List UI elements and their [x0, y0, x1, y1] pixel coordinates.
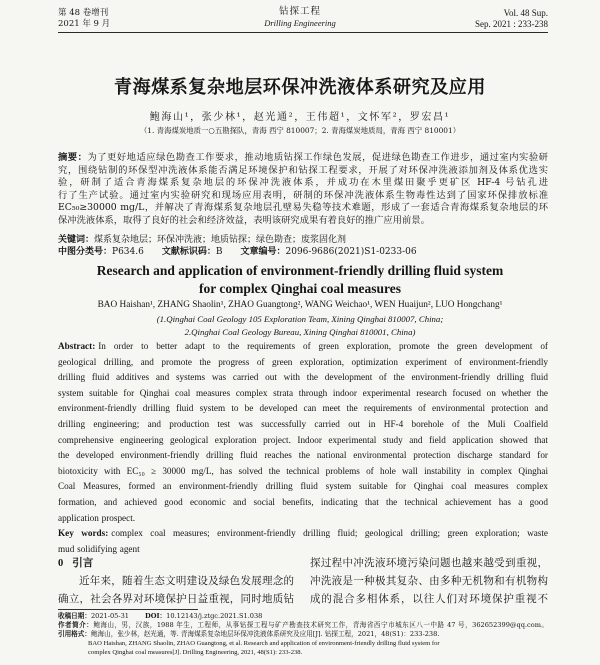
bio-label: 作者简介： — [58, 621, 94, 629]
citation-cn-line — [58, 630, 548, 639]
abstract-en-line: system suitable for Qinghai coal measures complex strata through indoor experimental research focused on whether the — [58, 387, 548, 398]
date-pages-en: Sep. 2021 : 233-238 — [475, 18, 548, 29]
abstract-cn-line: EC₅₀≥30000 mg/L，并解决了青海煤系复杂地层孔壁易失稳等技术难题，形成了一套适合青海煤系复杂地层的环 — [58, 202, 548, 213]
citation-en-line: complex Qinghai coal measures[J]. Drilling Engineering, 2021, 48(S1): 233-238. — [88, 649, 303, 656]
abstract-cn-text: 为了更好地适应绿色勘查工作要求，推动地质钻探工作绿色发展，促进绿色勘查工作进步，通过室内实验研 — [87, 152, 548, 163]
abstract-en-line: biotoxicity with EC₅₀ ≥ 30000 mg/L, has solved the technical problems of hole wall instability in complex Qinghai — [58, 465, 548, 476]
abstract-en-line: environment-friendly drilling fluid system to be developed can meet the requirements of environmental protection and — [58, 403, 548, 414]
body-left-line: 近年来，随着生态文明建设及绿色发展理念的 — [79, 575, 294, 587]
journal-name-en: Drilling Engineering — [264, 17, 336, 28]
keywords-en-label: Key words: — [58, 528, 109, 539]
keywords-en-line: mud solidifying agent — [58, 543, 140, 554]
affiliation-en-line: 2.Qinghai Coal Geology Bureau, Xining Qinghai 810001, China) — [184, 327, 416, 337]
affiliation-en-line: (1.Qinghai Coal Geology 105 Exploration Team, Xining Qinghai 810007, China; — [156, 314, 444, 324]
page-title-cn: 青海煤系复杂地层环保冲洗液体系研究及应用 — [114, 77, 486, 98]
abstract-en-line: formation, and achieved good economic and social benefits, indicating that the technical achievement has a good — [58, 497, 548, 507]
abstract-cn-line: 验，研制了适合青海煤系复杂地层的环保冲洗液体系，并成功在木里煤田聚乎更矿区 HF-4 号钻孔进 — [58, 177, 548, 188]
doc-code: B — [215, 247, 223, 257]
abstract-cn-line: 保冲洗液体系，取得了良好的社会和经济效益，表明该研究成果有着良好的推广应用前景。 — [58, 214, 430, 226]
abstract-en-label: Abstract: — [58, 341, 96, 351]
footnote-rule — [58, 609, 198, 610]
citation-en-line: BAO Haishan, ZHANG Shaolin, ZHAO Guangtong, et al. Research and application of environment-friendly drilling fluid system for — [88, 640, 440, 647]
section-title: 引言 — [72, 557, 94, 569]
clc-code: P634.6 — [112, 247, 144, 257]
title-en-line: Research and application of environment-friendly drilling fluid system — [96, 263, 504, 278]
header-right — [475, 8, 548, 29]
abstract-cn-line — [58, 152, 548, 165]
keywords-en-text: complex coal measures; environment-friendly drilling fluid; geological drilling; green exploration; waste — [111, 528, 548, 539]
volume-cn: 第 48 卷增刊 — [58, 8, 109, 18]
classification-line — [58, 246, 548, 259]
abstract-en-line: comprehensive engineering geological exploration project. Indoor experimental study and field application showed that — [58, 434, 548, 445]
body-left-line: 确立，社会各界对环境保护日益重视，同时地质钻 — [58, 593, 294, 605]
abstract-en-line: geological drilling, and promote the progress of green exploration, optimization experiment of environment-friendly — [58, 356, 548, 367]
received-label: 收稿日期： — [58, 612, 91, 620]
keywords-cn-label: 关键词： — [58, 234, 95, 245]
received-date: 2021-05-31 — [90, 612, 129, 620]
authors-cn: 鲍海山¹，张少林¹，赵光通²，王伟超¹，文怀军²，罗宏昌¹ — [149, 112, 451, 123]
abstract-cn-label: 摘要： — [58, 152, 88, 163]
header-rule — [58, 32, 548, 33]
doi-value: 10.12143/j.ztgc.2021.S1.038 — [166, 612, 263, 620]
header-left — [58, 8, 110, 29]
article-no: 2096-9686(2021)S1-0233-06 — [285, 247, 417, 257]
article-no-label: 文章编号： — [240, 247, 286, 257]
abstract-en-line: the developed environment-friendly drilling fluid reaches the national environmental protection discharge standard for — [58, 450, 548, 461]
cite-label: 引用格式： — [58, 630, 91, 638]
keywords-en-line — [58, 526, 548, 542]
abstract-en-line: application prospect. — [58, 512, 136, 523]
received-line — [58, 612, 548, 621]
authors-en: BAO Haishan¹, ZHANG Shaolin¹, ZHAO Guangtong², WANG Weichao¹, WEN Huaijun², LUO Hongchang¹ — [97, 300, 503, 310]
doi-label: DOI： — [145, 612, 167, 620]
bio-text: 鲍海山，男，汉族，1988 年生，工程师，从事钻探工程与矿产勘查技术研究工作，青海省西宁市城东区八一中路 47 号，362652399@qq.com。 — [93, 621, 549, 629]
cite-cn-text: 鲍海山，张少林，赵光通，等. 青海煤系复杂地层环保冲洗液体系研究及应用[J]. 钻探工程，2021，48(S1)：233-238. — [90, 630, 440, 638]
keywords-cn — [58, 234, 548, 247]
title-en-line: for complex Qinghai coal measures — [199, 281, 401, 296]
keywords-cn-text: 煤系复杂地层；环保冲洗液；地质钻探；绿色勘查；废浆固化剂 — [94, 234, 347, 245]
volume-en: Vol. 48 Sup. — [503, 8, 548, 18]
abstract-en-line: Coal Measures, formed an environment-friendly drilling fluid system suitable for Qinghai coal measures complex — [58, 481, 548, 492]
section-number: 0 — [58, 558, 64, 569]
body-right-line: 冲洗液是一种极其复杂、由多种无机物和有机物构 — [310, 575, 548, 587]
author-bio-line — [58, 621, 548, 630]
abstract-en-line: drilling engineering; and production test was successfully carried out in HF-4 borehole of the Muli Coalfield — [58, 419, 548, 429]
abstract-en-line — [58, 339, 548, 355]
abstract-en-text: In order to better adapt to the requirements of green exploration, promote the green development of — [98, 341, 548, 351]
body-right-line: 成的混合多相体系，以往人们对环境保护重视不 — [310, 593, 548, 605]
abstract-cn-line: 行了生产试验。通过室内实验研究和现场应用表明，研制的环保冲洗液体系生物毒性达到了国家环保排放标准 — [58, 189, 548, 201]
section-heading — [58, 554, 294, 572]
affiliations-cn: （1. 青海煤炭地质一○五勘探队，青海 西宁 810007；2. 青海煤炭地质局，青海 西宁 810001） — [139, 126, 461, 135]
journal-name-cn: 钻探工程 — [278, 6, 321, 17]
clc-label: 中图分类号： — [58, 247, 113, 257]
doc-code-label: 文献标识码： — [161, 247, 216, 257]
abstract-cn-line: 究，围绕钻制的环保型冲洗液体系能否满足环境保护和钻探工程要求，开展了对环保冲洗液添加剂及体系优选实 — [58, 164, 548, 176]
header-center — [200, 7, 400, 28]
date-cn: 2021 年 9 月 — [58, 18, 111, 29]
body-right-line: 探过程中冲洗液环境污染问题也越来越受到重视， — [310, 557, 548, 569]
abstract-en-line: drilling fluid additives and systems was carried out with the development of the environment-friendly drilling fluid — [58, 372, 548, 383]
